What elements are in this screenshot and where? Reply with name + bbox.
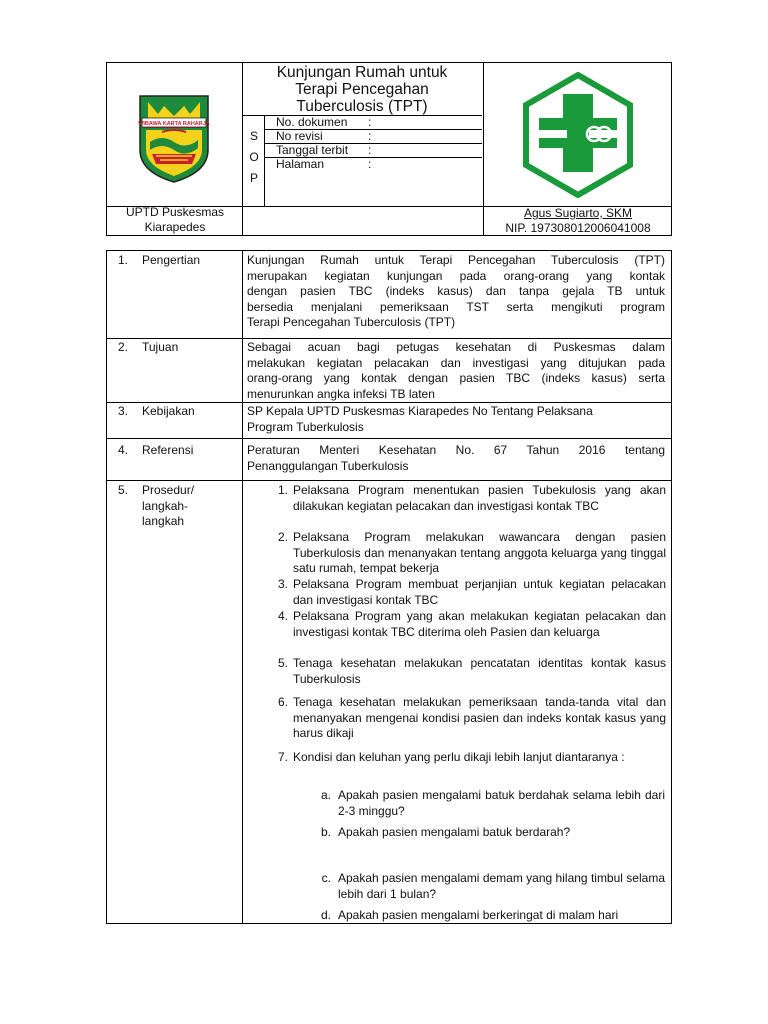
row-label-kebijakan: Kebijakan (142, 404, 195, 418)
step-number: 1. (277, 483, 288, 497)
substep-letter: c. (321, 871, 331, 885)
procedure-step (270, 609, 666, 640)
text-line: Sebagai acuan bagi petugas kesehatan di Puskesmas dalam (247, 340, 665, 354)
procedure-substep (313, 908, 665, 924)
step-text: Kondisi dan keluhan yang perlu dikaji lebih lanjut diantaranya : (293, 750, 625, 764)
meta-colon: : (368, 157, 372, 171)
org-line: UPTD Puskesmas (125, 205, 225, 219)
label-line: Prosedur/ (142, 483, 195, 497)
meta-colon: : (368, 129, 372, 143)
substep-letter: a. (320, 788, 331, 802)
district-crest-logo (134, 92, 214, 184)
kebijakan-text (247, 404, 665, 435)
step-number: 2. (277, 530, 288, 544)
title-line: Terapi Pencegahan (295, 81, 429, 98)
row-divider (107, 338, 671, 339)
row-number: 1. (118, 253, 129, 267)
signatory-block (484, 206, 672, 236)
text-line: melakukan kegiatan pelacakan dan investigasi yang ditujukan pada (247, 355, 665, 370)
row-number: 4. (118, 443, 129, 457)
meta-halaman (276, 157, 372, 171)
meta-colon: : (368, 115, 372, 129)
row-number: 5. (118, 483, 129, 497)
meta-colon: : (368, 143, 372, 157)
procedure-step (270, 695, 666, 742)
org-line: Kiarapedes (144, 220, 206, 234)
substep-letter: d. (320, 908, 331, 922)
title-line: Kunjungan Rumah untuk (276, 64, 448, 81)
text-line: Program Tuberkulosis (247, 419, 364, 434)
row-number: 3. (118, 404, 129, 418)
procedure-substep (313, 788, 665, 819)
text-line: orang-orang yang kontak dengan pasien TBC (indeks kasus) serta (247, 371, 665, 385)
procedure-substep (313, 871, 665, 902)
signatory-nip: NIP. 197308012006041008 (505, 221, 651, 235)
text-line: SP Kepala UPTD Puskesmas Kiarapedes No Tentang Pelaksana (247, 404, 593, 418)
step-number: 5. (277, 656, 288, 670)
row-label-pengertian: Pengertian (142, 253, 201, 267)
meta-label: Tanggal terbit (276, 143, 349, 157)
text-line: Terapi Pencegahan Tuberculosis (TPT) (247, 315, 456, 329)
step-text: Tenaga kesehatan melakukan pencatatan identitas kontak kasus Tuberkulosis (293, 656, 666, 686)
row-label-tujuan: Tujuan (142, 340, 179, 354)
meta-no-dokumen (276, 115, 372, 129)
step-text: Pelaksana Program membuat perjanjian untuk kegiatan pelacakan dan investigasi kontak TBC (293, 577, 666, 607)
row-label-prosedur (142, 483, 238, 530)
signatory-name: Agus Sugiarto, SKM (523, 206, 633, 220)
procedure-substep (313, 825, 665, 841)
step-number: 4. (277, 609, 288, 623)
substep-text: Apakah pasien mengalami berkeringat di malam hari (338, 908, 619, 922)
substep-text: Apakah pasien mengalami batuk berdarah? (338, 825, 571, 839)
step-number: 6. (277, 695, 288, 709)
referensi-text (247, 443, 665, 474)
row-number: 2. (118, 340, 129, 354)
tujuan-text (247, 340, 665, 402)
title-line: Tuberculosis (TPT) (296, 98, 428, 115)
sop-letter: O (249, 150, 259, 164)
sop-title (242, 64, 482, 115)
step-text: Pelaksana Program yang akan melakukan kegiatan pelacakan dan investigasi kontak TBC diterima oleh Pasien dan keluarga (293, 609, 666, 639)
row-divider (107, 402, 671, 403)
meta-label: Halaman (276, 157, 325, 171)
row-label-referensi: Referensi (142, 443, 194, 457)
substep-letter: b. (320, 825, 331, 839)
meta-tanggal-terbit (276, 143, 372, 157)
organization-name (108, 205, 242, 235)
step-text: Tenaga kesehatan melakukan pemeriksaan tanda-tanda vital dan menanyakan mengenai kondisi pasien dan indeks kontak kasus yang harus dikaji (293, 695, 666, 740)
label-line: langkah (142, 514, 185, 528)
procedure-step (270, 483, 666, 514)
text-line: Penanggulangan Tuberkulosis (247, 458, 409, 473)
step-number: 7. (277, 750, 288, 764)
text-line: Peraturan Menteri Kesehatan No. 67 Tahun 2016 tentang (247, 443, 665, 457)
step-number: 3. (277, 577, 288, 591)
sop-letter: S (249, 129, 258, 143)
step-text: Pelaksana Program menentukan pasien Tubekulosis yang akan dilakukan kegiatan pelacakan dan investigasi kontak TBC (293, 483, 666, 513)
text-line: Kunjungan Rumah untuk Terapi Pencegahan Tuberculosis (TPT) (247, 253, 665, 267)
meta-label: No revisi (276, 129, 323, 143)
procedure-step (270, 577, 666, 608)
sop-letter: P (249, 171, 258, 185)
substep-text: Apakah pasien mengalami batuk berdahak selama lebih dari 2-3 minggu? (338, 788, 665, 818)
meta-no-revisi (276, 129, 372, 143)
text-line: dengan pasien TBC (indeks kasus) dan tanpa gejala TB untuk (247, 284, 665, 298)
svg-text:WIBAWA KARTA RAHARJA: WIBAWA KARTA RAHARJA (138, 121, 210, 127)
substep-text: Apakah pasien mengalami demam yang hilang timbul selama lebih dari 1 bulan? (338, 871, 665, 901)
pengertian-text (247, 253, 665, 331)
text-line: menurunkan angka infeksi TB laten (247, 386, 435, 401)
puskesmas-logo (515, 72, 641, 198)
meta-label: No. dokumen (276, 115, 348, 129)
procedure-step (270, 750, 666, 766)
label-line: langkah- (142, 498, 189, 513)
procedure-step (270, 530, 666, 577)
row-divider (107, 438, 671, 439)
row-divider (107, 480, 671, 481)
text-line: bersedia menjalani pemeriksaan TST serta mengikuti program (247, 299, 665, 314)
step-text: Pelaksana Program melakukan wawancara dengan pasien Tuberkulosis dan menanyakan tentang anggota keluarga yang tinggal satu rumah, tempat bekerja (293, 530, 666, 575)
procedure-step (270, 656, 666, 687)
column-divider (242, 251, 243, 923)
text-line: merupakan kegiatan kunjungan pada orang-orang yang kontak (247, 268, 665, 283)
